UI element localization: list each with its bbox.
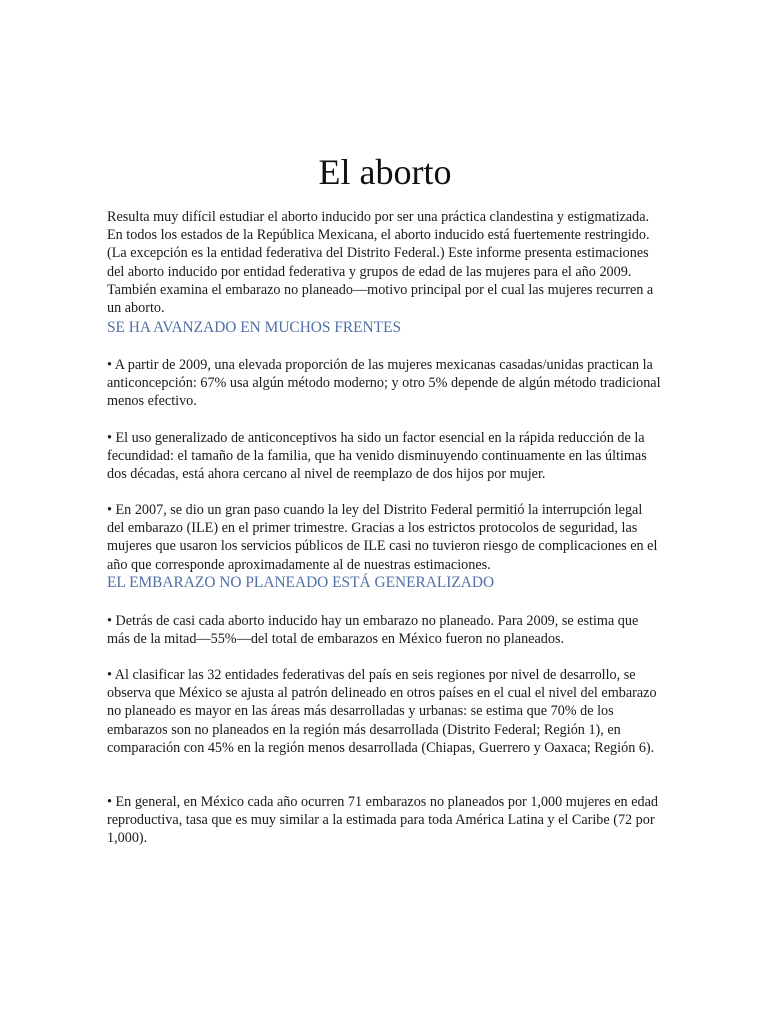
- section-heading-1: SE HA AVANZADO EN MUCHOS FRENTES: [107, 319, 402, 336]
- bullet-2-3: • En general, en México cada año ocurren 71 embarazos no planeados por 1,000 mujeres en edad reproductiva, tasa que es muy similar a la estimada para toda América Latina y el Caribe (72 por 1,000).: [107, 794, 658, 847]
- section-heading-2: EL EMBARAZO NO PLANEADO ESTÁ GENERALIZADO: [107, 574, 495, 591]
- bullet-1-1: • A partir de 2009, una elevada proporción de las mujeres mexicanas casadas/unidas practican la anticoncepción: 67% usa algún método moderno; y otro 5% depende de algún método tradicional menos efectivo.: [107, 357, 661, 410]
- bullet-1-3: • En 2007, se dio un gran paso cuando la ley del Distrito Federal permitió la interrupción legal del embarazo (ILE) en el primer trimestre. Gracias a los estrictos protocolos de seguridad, las mujeres que usaron los servicios públicos de ILE casi no tuvieron riesgo de complicaciones en el año que corresponde aproximadamente al de nuestras estimaciones.: [107, 502, 658, 573]
- intro-paragraph: Resulta muy difícil estudiar el aborto inducido por ser una práctica clandestina y estigmatizada. En todos los estados de la República Mexicana, el aborto inducido está fuertemente restringido. (La excepción es la entidad federativa del Distrito Federal.) Este informe presenta estimaciones del aborto inducido por entidad federativa y grupos de edad de las mujeres para el año 2009. También examina el embarazo no planeado—motivo principal por el cual las mujeres recurren a un aborto.: [107, 209, 654, 317]
- bullet-2-1: • Detrás de casi cada aborto inducido hay un embarazo no planeado. Para 2009, se estima que más de la mitad—55%—del total de embarazos en México fueron no planeados.: [107, 613, 639, 648]
- page-title: El aborto: [318, 152, 452, 192]
- bullet-2-2: • Al clasificar las 32 entidades federativas del país en seis regiones por nivel de desarrollo, se observa que México se ajusta al patrón delineado en otros países en el cual el nivel del embarazo no planeado es mayor en las áreas más desarrolladas y urbanas: se estima que 70% de los embarazos son no planeados en la región más desarrollada (Distrito Federal; Región 1), en comparación con 45% en la región menos desarrollada (Chiapas, Guerrero y Oaxaca; Región 6).: [107, 667, 657, 756]
- bullet-1-2: • El uso generalizado de anticonceptivos ha sido un factor esencial en la rápida reducción de la fecundidad: el tamaño de la familia, que ha venido disminuyendo continuamente en las últimas dos décadas, está ahora cercano al nivel de reemplazo de dos hijos por mujer.: [107, 430, 647, 483]
